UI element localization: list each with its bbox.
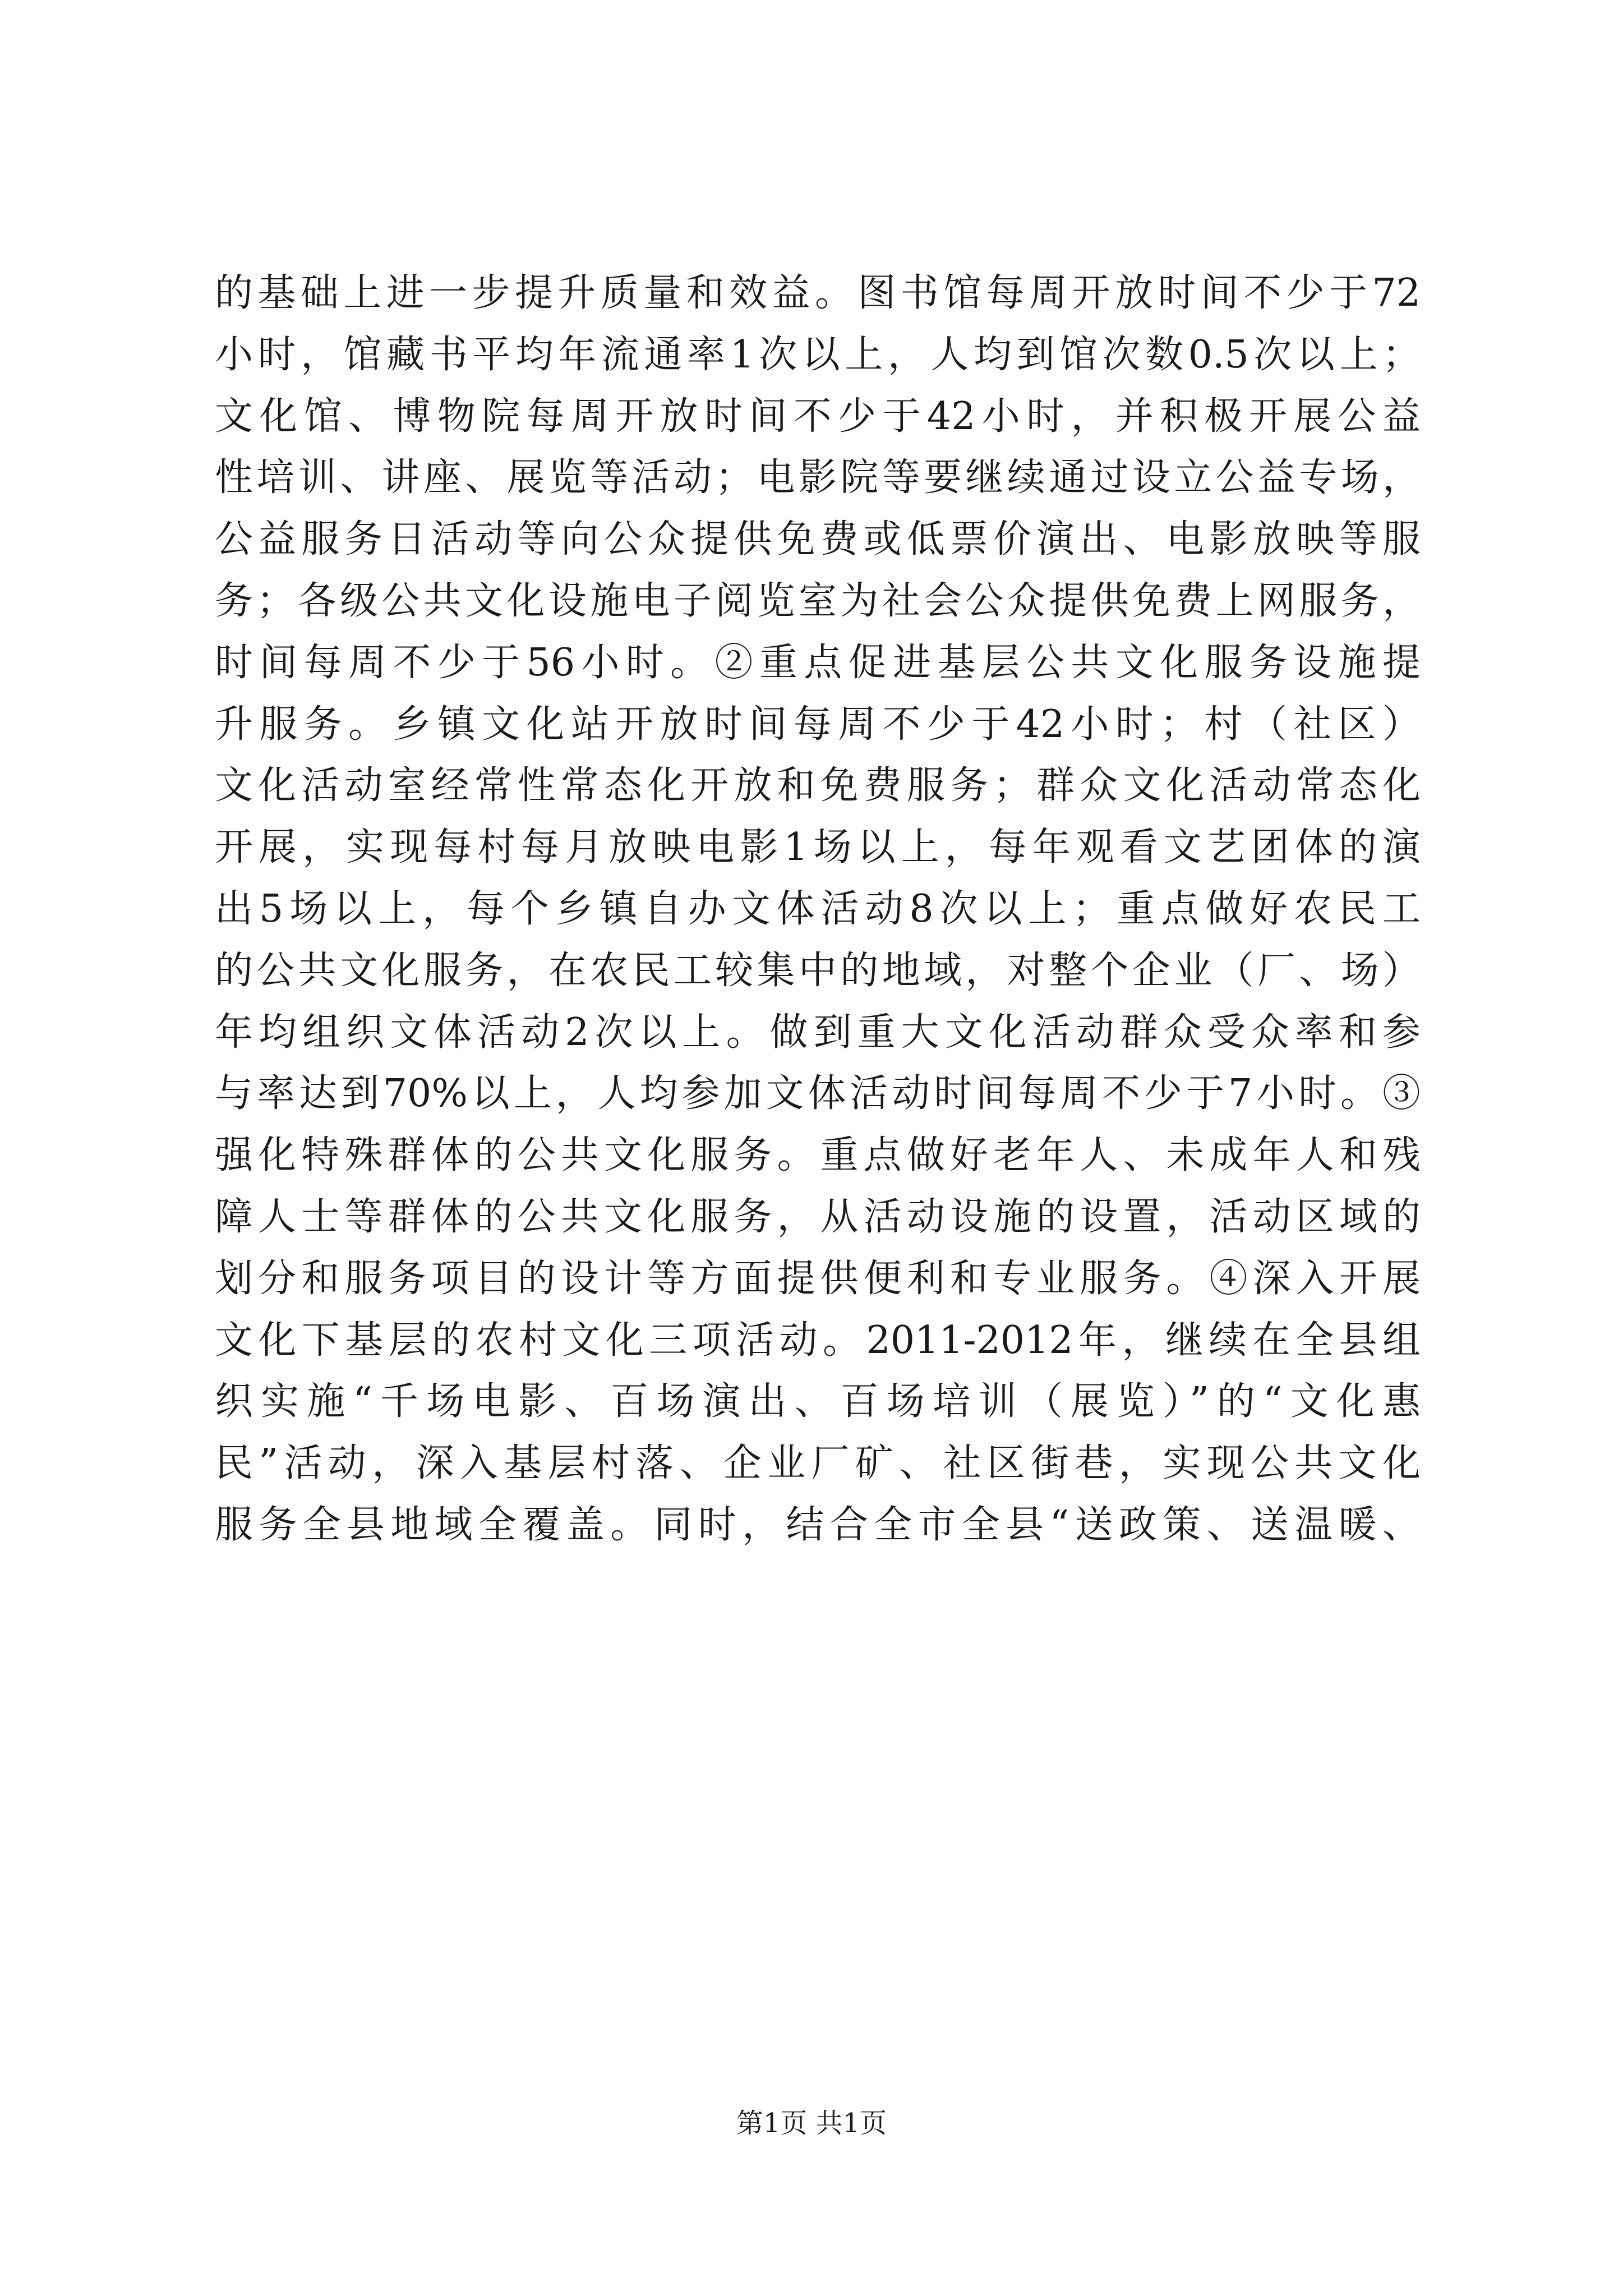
- text-line: 障人士等群体的公共文化服务，从活动设施的设置，活动区域的: [215, 1194, 1421, 1239]
- text-line: 织实施“千场电影、百场演出、百场培训（展览）”的“文化惠: [215, 1379, 1421, 1424]
- text-line: 升服务。乡镇文化站开放时间每周不少于42小时；村（社区）: [215, 702, 1421, 747]
- text-line: 小时，馆藏书平均年流通率1次以上，人均到馆次数0.5次以上；: [215, 332, 1421, 377]
- body-text: [215, 263, 1421, 1556]
- page-number-label: 第1页 共1页: [736, 2108, 887, 2139]
- text-line: 文化活动室经常性常态化开放和免费服务；群众文化活动常态化: [215, 763, 1421, 808]
- text-line: 年均组织文体活动2次以上。做到重大文化活动群众受众率和参: [215, 1010, 1421, 1055]
- text-line: 的基础上进一步提升质量和效益。图书馆每周开放时间不少于72: [215, 271, 1421, 315]
- text-line: 文化馆、博物院每周开放时间不少于42小时，并积极开展公益: [215, 394, 1421, 439]
- text-line: 性培训、讲座、展览等活动；电影院等要继续通过设立公益专场，: [215, 455, 1421, 500]
- page-footer: [0, 2106, 1623, 2140]
- text-line: 务；各级公共文化设施电子阅览室为社会公众提供免费上网服务，: [215, 578, 1421, 623]
- text-line: 文化下基层的农村文化三项活动。2011-2012年，继续在全县组: [215, 1318, 1421, 1363]
- text-line: 民”活动，深入基层村落、企业厂矿、社区街巷，实现公共文化: [215, 1441, 1421, 1486]
- text-line: 的公共文化服务，在农民工较集中的地域，对整个企业（厂、场）: [215, 948, 1421, 993]
- text-line: 划分和服务项目的设计等方面提供便利和专业服务。④深入开展: [215, 1256, 1421, 1301]
- text-line: 服务全县地域全覆盖。同时，结合全市全县“送政策、送温暖、: [215, 1502, 1421, 1547]
- text-line: 时间每周不少于56小时。②重点促进基层公共文化服务设施提: [215, 640, 1421, 685]
- text-line: 开展，实现每村每月放映电影1场以上，每年观看文艺团体的演: [215, 825, 1421, 870]
- text-line: 公益服务日活动等向公众提供免费或低票价演出、电影放映等服: [215, 517, 1421, 562]
- text-line: 与率达到70%以上，人均参加文体活动时间每周不少于7小时。③: [215, 1071, 1421, 1116]
- text-line: 强化特殊群体的公共文化服务。重点做好老年人、未成年人和残: [215, 1133, 1421, 1178]
- text-line: 出5场以上，每个乡镇自办文体活动8次以上；重点做好农民工: [215, 886, 1421, 931]
